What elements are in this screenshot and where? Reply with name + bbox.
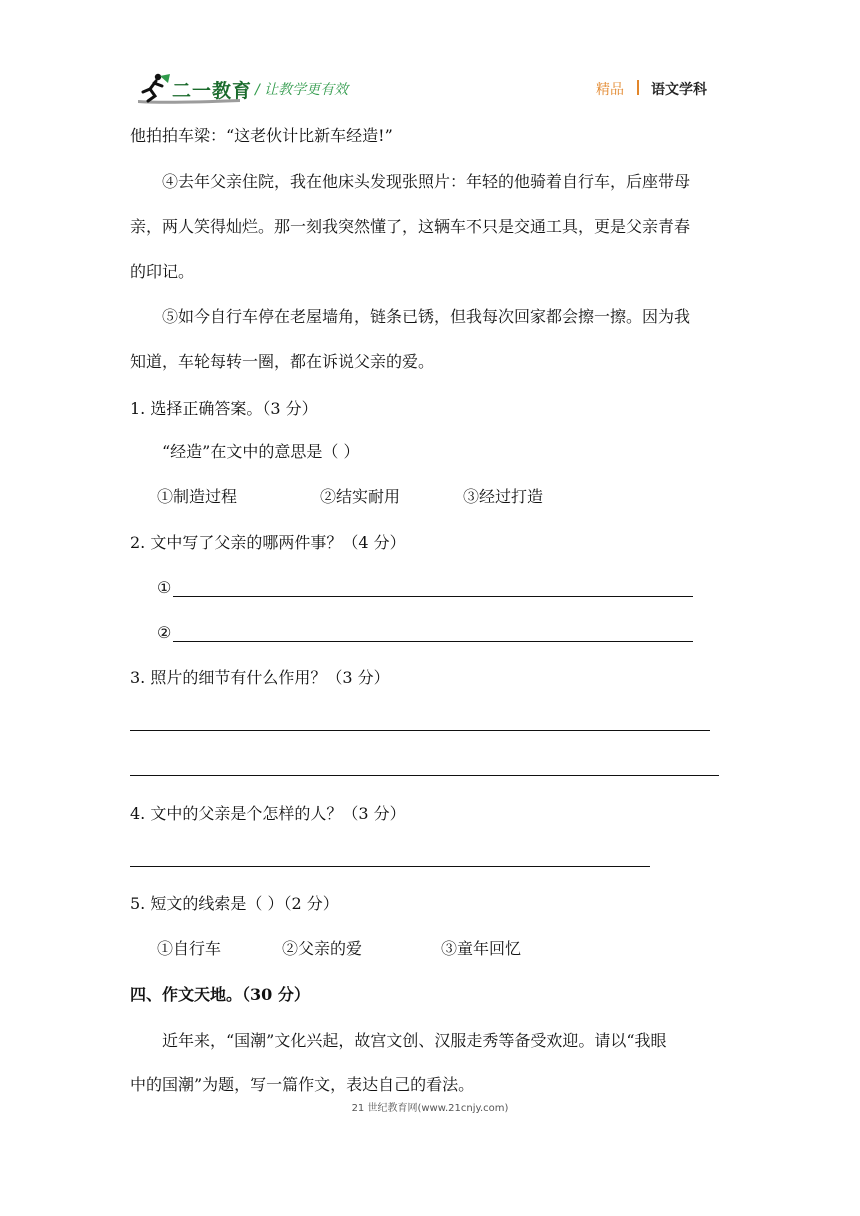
question-1-option[interactable]: ①制造过程 xyxy=(157,487,238,506)
brand-name: 二一教育 xyxy=(172,80,253,102)
answer-line[interactable] xyxy=(173,596,693,597)
question-5-option[interactable]: ③童年回忆 xyxy=(441,939,522,958)
question-4-title: 4. 文中的父亲是个怎样的人？（3 分） xyxy=(130,804,406,823)
answer-line[interactable] xyxy=(130,730,710,731)
question-5-option[interactable]: ②父亲的爱 xyxy=(282,939,363,958)
brand-slogan: / 让教学更有效 xyxy=(255,82,349,98)
paragraph-5-line: ⑤如今自行车停在老屋墙角，链条已锈，但我每次回家都会擦一擦。因为我 xyxy=(162,307,691,326)
paragraph-4-line: 的印记。 xyxy=(130,262,195,281)
answer-marker: ② xyxy=(157,623,172,642)
answer-line[interactable] xyxy=(173,641,693,642)
page-footer: 21 世纪教育网(www.21cnjy.com) xyxy=(351,1103,509,1114)
header-divider xyxy=(637,80,639,95)
question-1-title: 1. 选择正确答案。（3 分） xyxy=(130,399,318,418)
question-5-title: 5. 短文的线索是（ ）（2 分） xyxy=(130,894,339,913)
question-1-option[interactable]: ③经过打造 xyxy=(463,487,544,506)
passage-line: 他拍拍车梁：“这老伙计比新车经造!” xyxy=(130,126,393,145)
quality-label: 精品 xyxy=(596,82,624,98)
question-1-option[interactable]: ②结实耐用 xyxy=(320,487,401,506)
essay-prompt-line: 近年来，“国潮”文化兴起，故宫文创、汉服走秀等备受欢迎。请以“我眼 xyxy=(162,1031,667,1050)
paragraph-5-line: 知道，车轮每转一圈，都在诉说父亲的爱。 xyxy=(130,352,435,371)
section-heading: 四、作文天地。（30 分） xyxy=(130,985,310,1004)
question-2-title: 2. 文中写了父亲的哪两件事？（4 分） xyxy=(130,533,406,552)
paragraph-4-line: 亲，两人笑得灿烂。那一刻我突然懂了，这辆车不只是交通工具，更是父亲青春 xyxy=(130,217,691,236)
question-3-title: 3. 照片的细节有什么作用？（3 分） xyxy=(130,668,390,687)
answer-line[interactable] xyxy=(130,866,650,867)
answer-line[interactable] xyxy=(130,775,719,776)
answer-marker: ① xyxy=(157,578,172,597)
essay-prompt-line: 中的国潮”为题，写一篇作文，表达自己的看法。 xyxy=(130,1075,475,1094)
subject-label: 语文学科 xyxy=(651,82,707,98)
question-5-option[interactable]: ①自行车 xyxy=(157,939,222,958)
question-1-stem: “经造”在文中的意思是（ ） xyxy=(162,442,360,461)
paragraph-4-line: ④去年父亲住院，我在他床头发现张照片：年轻的他骑着自行车，后座带母 xyxy=(162,172,691,191)
